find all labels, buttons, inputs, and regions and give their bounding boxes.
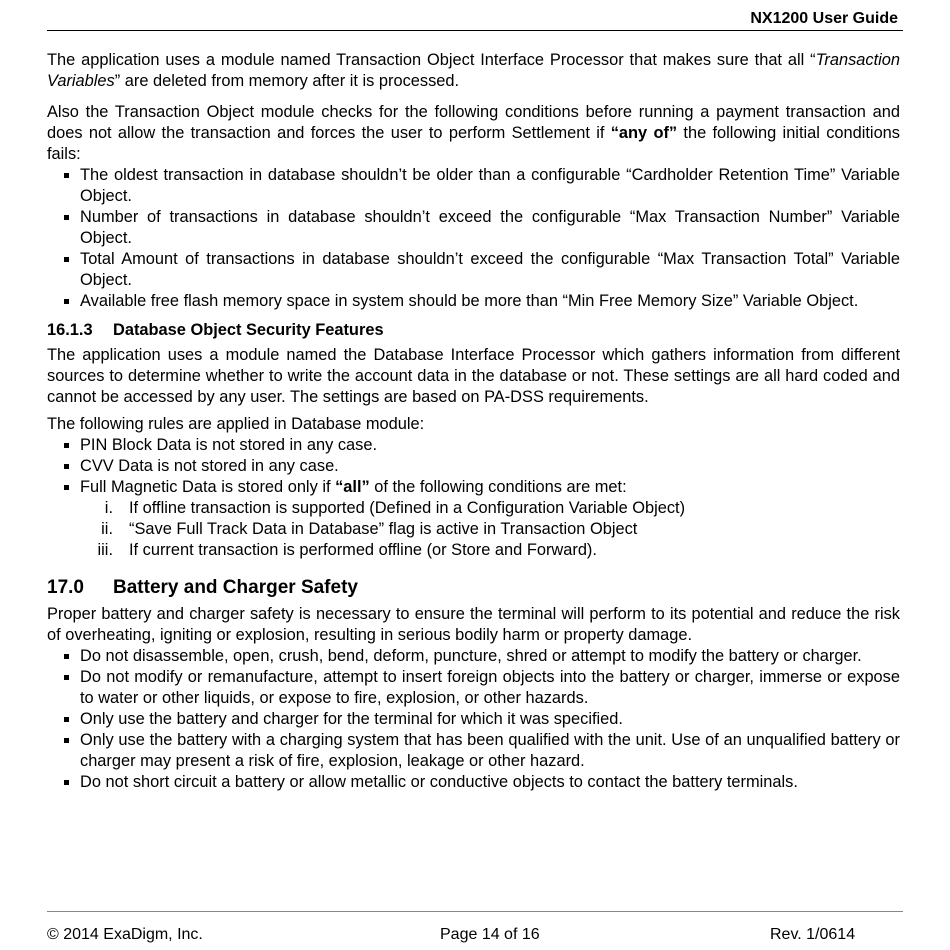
- list-item: Number of transactions in database shouldn’t exceed the configurable “Max Transaction Number” Variable Object.: [47, 207, 900, 249]
- list-item: PIN Block Data is not stored in any case.: [47, 435, 900, 456]
- battery-safety-list: [47, 646, 900, 793]
- page-header-title: NX1200 User Guide: [750, 10, 898, 27]
- any-of-emphasis: “any of”: [610, 124, 678, 142]
- footer-revision: Rev. 1/0614: [770, 926, 856, 943]
- section-number: 16.1.3: [47, 321, 93, 339]
- initial-conditions-list: [47, 165, 900, 312]
- section-number: 17.0: [47, 577, 84, 598]
- list-item: Only use the battery with a charging system that has been qualified with the unit. Use of an unqualified battery or charger may present a risk of fire, explosion, leakage or other hazard.: [47, 730, 900, 772]
- magnetic-data-conditions-list: [47, 498, 900, 561]
- list-item: Available free flash memory space in system should be more than “Min Free Memory Size” Variable Object.: [47, 291, 900, 312]
- section-title: Battery and Charger Safety: [113, 577, 358, 598]
- list-item: The oldest transaction in database shouldn’t be older than a configurable “Cardholder Retention Time” Variable Object.: [47, 165, 900, 207]
- list-item: Full Magnetic Data is stored only if “all” of the following conditions are met:: [47, 477, 900, 498]
- list-item: ii. “Save Full Track Data in Database” flag is active in Transaction Object: [47, 519, 900, 540]
- footer-copyright: © 2014 ExaDigm, Inc.: [47, 926, 203, 943]
- intro-paragraph-2: Also the Transaction Object module checks for the following conditions before running a payment transaction and does not allow the transaction and forces the user to perform Settlement if “any of” the following initial conditions fails:: [47, 103, 900, 163]
- list-item: i. If offline transaction is supported (Defined in a Configuration Variable Object): [47, 498, 900, 519]
- header-divider: [47, 30, 903, 31]
- item-number: iii.: [97, 541, 113, 559]
- list-item: CVV Data is not stored in any case.: [47, 456, 900, 477]
- section-title: Database Object Security Features: [113, 321, 384, 339]
- footer-divider: [47, 911, 903, 912]
- intro-paragraph-1: The application uses a module named Transaction Object Interface Processor that makes sure that all “Transaction Variables” are deleted from memory after it is processed.: [47, 51, 900, 90]
- list-item: Do not short circuit a battery or allow metallic or conductive objects to contact the battery terminals.: [47, 772, 900, 793]
- item-number: ii.: [101, 520, 113, 538]
- list-item: Only use the battery and charger for the terminal for which it was specified.: [47, 709, 900, 730]
- list-item: Total Amount of transactions in database shouldn’t exceed the configurable “Max Transaction Total” Variable Object.: [47, 249, 900, 291]
- battery-paragraph: Proper battery and charger safety is necessary to ensure the terminal will perform to its potential and reduce the risk of overheating, igniting or explosion, resulting in serious bodily harm or property damage.: [47, 605, 900, 644]
- list-item: iii. If current transaction is performed offline (or Store and Forward).: [47, 540, 900, 561]
- document-body: [47, 50, 900, 793]
- list-item: Do not modify or remanufacture, attempt to insert foreign objects into the battery or charger, immerse or expose to water or other liquids, or expose to fire, explosion, or other hazards.: [47, 667, 900, 709]
- section-heading-16-1-3: [47, 320, 900, 341]
- database-paragraph-2: The following rules are applied in Database module:: [47, 415, 425, 433]
- database-rules-list: [47, 435, 900, 498]
- database-paragraph-1: The application uses a module named the Database Interface Processor which gathers information from different sources to determine whether to write the account data in the database or not. These settings are all hard coded and cannot be accessed by any user. The settings are based on PA-DSS requirements.: [47, 346, 900, 406]
- all-emphasis: “all”: [335, 478, 370, 496]
- item-number: i.: [104, 499, 113, 517]
- footer-page-number: Page 14 of 16: [440, 926, 540, 943]
- section-heading-17-0: [47, 577, 900, 598]
- list-item: Do not disassemble, open, crush, bend, deform, puncture, shred or attempt to modify the battery or charger.: [47, 646, 900, 667]
- transaction-variables-term: Transaction Variables: [47, 51, 900, 90]
